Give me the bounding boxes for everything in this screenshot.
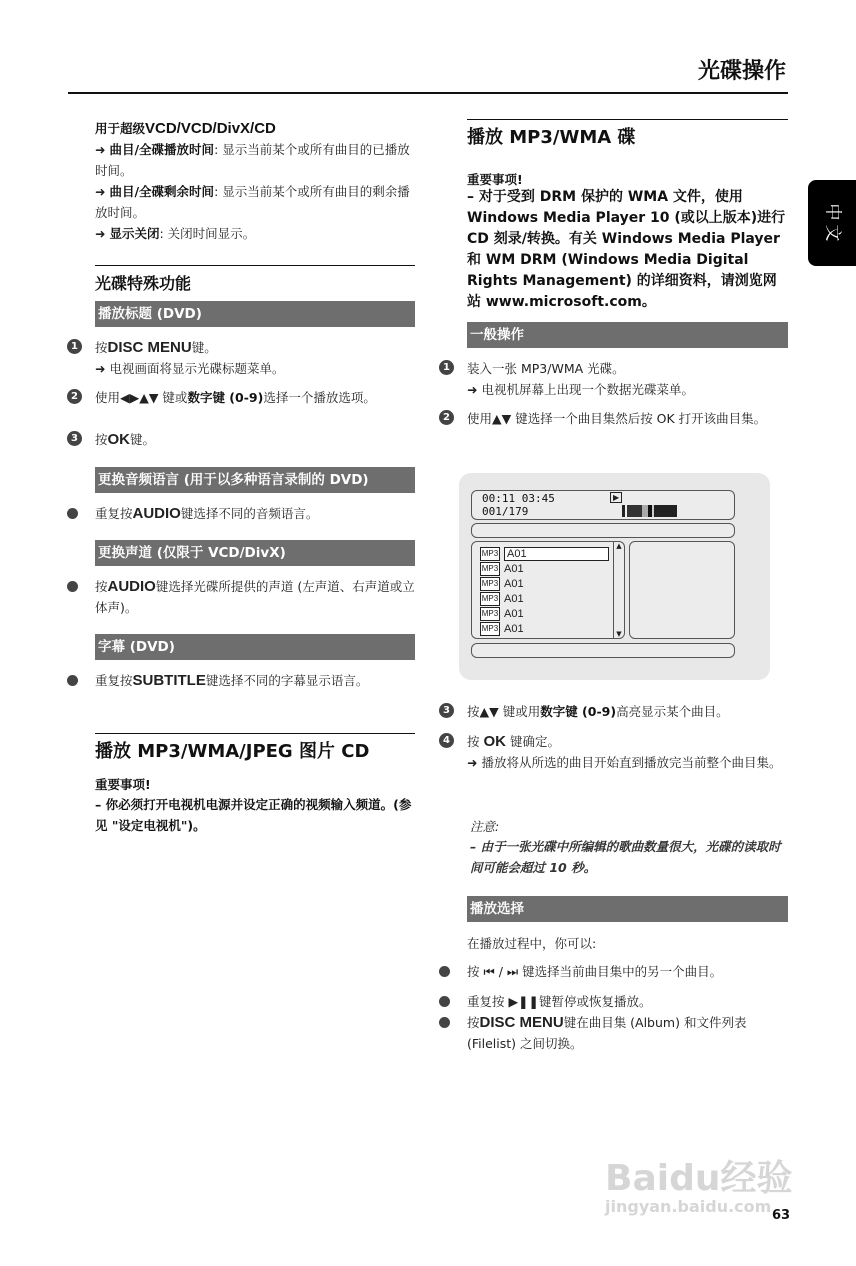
file-row[interactable]: [480, 576, 524, 591]
bullet-icon: [439, 1017, 450, 1028]
special-heading: 光碟特殊功能: [95, 274, 192, 293]
bullet-item: [467, 1012, 788, 1054]
step-key: DISC MENU: [107, 339, 192, 356]
important-text: – 对于受到 DRM 保护的 WMA 文件，使用 Windows Media Player 10 (或以上版本)进行 CD 刻录/转换。有关 Windows Media Player 和 WM DRM (Windows Media Digital Rights Management) 的详细资料，请浏览网站 www.microsoft.com。: [467, 189, 786, 310]
item-text: 按: [95, 579, 108, 594]
bullet-item: [95, 503, 415, 524]
step-text: 使用◀▶▲▼ 键或: [95, 390, 188, 405]
bar-general: 一般操作: [467, 322, 788, 348]
note-title: 注意:: [470, 819, 500, 834]
scroll-up-icon[interactable]: ▲: [616, 542, 622, 550]
item-key: SUBTITLE: [132, 672, 206, 689]
arrow-icon: ➜: [95, 361, 106, 376]
step-text: 按: [95, 340, 108, 355]
header-rule: [68, 92, 788, 94]
step: [443, 358, 788, 400]
mp3-heading: 播放 MP3/WMA 碟: [467, 127, 636, 148]
watermark-logo: [605, 1150, 792, 1216]
music-file-icon: MP3: [480, 562, 500, 576]
important-label: 重要事项!: [467, 172, 523, 187]
step: [443, 408, 788, 429]
select-intro: 在播放过程中，你可以:: [467, 936, 597, 951]
bullet-icon: [439, 996, 450, 1007]
step-text: 使用▲▼ 键选择一个曲目集然后按 OK 打开该曲目集。: [467, 411, 767, 426]
step: [443, 701, 788, 722]
step-result: 播放将从所选的曲目开始直到播放完当前整个曲目集。: [481, 755, 782, 770]
page-number: 63: [772, 1208, 791, 1223]
scrollbar[interactable]: [613, 542, 624, 638]
vcd-item-text: : 显示当前某个或所有曲目的剩余播放时间。: [95, 184, 410, 220]
step: [71, 387, 415, 408]
vcd-item-text: : 关闭时间显示。: [159, 226, 256, 241]
bullet-item: [95, 576, 415, 618]
vcd-item: [95, 139, 415, 181]
music-file-icon: MP3: [480, 607, 500, 621]
watermark-text: Baidu经验: [605, 1158, 793, 1199]
status-box: [471, 490, 735, 520]
vcd-item-label: 曲目/全碟播放时间: [109, 142, 215, 157]
side-tab-label: 中文: [822, 203, 843, 246]
time-readout: 00:11 03:45: [482, 492, 555, 505]
arrow-icon: ➜: [95, 142, 106, 157]
file-list: [471, 541, 625, 639]
step-text: 按▲▼ 键或用: [467, 704, 541, 719]
music-file-icon: MP3: [480, 547, 500, 561]
step-number-icon: 3: [439, 703, 454, 718]
step-text: 按: [95, 432, 108, 447]
left-column: [95, 118, 415, 244]
scroll-down-icon[interactable]: ▼: [616, 630, 622, 638]
music-file-icon: MP3: [480, 592, 500, 606]
vcd-heading: [95, 118, 415, 139]
item-text: 键在曲目集 (Album) 和文件列表 (Filelist) 之间切换。: [467, 1015, 747, 1051]
bullet-icon: [439, 966, 450, 977]
step: [71, 337, 415, 379]
watermark-url: jingyan.baidu.com: [605, 1197, 772, 1216]
arrow-icon: ➜: [467, 755, 478, 770]
vcd-heading-bold: VCD/VCD/DivX/CD: [145, 120, 276, 137]
item-text: 重复按 ▶❚❚键暂停或恢复播放。: [467, 994, 652, 1009]
arrow-icon: ➜: [95, 184, 106, 199]
bar-select: 播放选择: [467, 896, 788, 922]
item-text: 重复按: [95, 673, 133, 688]
section-rule: [95, 733, 415, 734]
file-row[interactable]: [480, 546, 609, 561]
bar-title: 播放标题 (DVD): [95, 301, 415, 327]
step-text: 选择一个播放选项。: [263, 390, 376, 405]
step-key: OK: [107, 431, 131, 448]
play-icon: ▶: [610, 492, 622, 503]
item-key: AUDIO: [107, 578, 156, 595]
vcd-item-text: : 显示当前某个或所有曲目的已播放时间。: [95, 142, 410, 178]
step-key: 数字键 (0-9): [187, 390, 264, 405]
step: [443, 731, 788, 773]
step-number-icon: 1: [439, 360, 454, 375]
item-key: DISC MENU: [479, 1014, 564, 1031]
step-number-icon: 2: [67, 389, 82, 404]
step-key: OK: [483, 733, 506, 750]
arrow-icon: ➜: [95, 226, 106, 241]
step-text: 键。: [191, 340, 217, 355]
preview-box: [629, 541, 735, 639]
step-text: 装入一张 MP3/WMA 光碟。: [467, 361, 625, 376]
file-row[interactable]: [480, 621, 524, 636]
step-number-icon: 2: [439, 410, 454, 425]
file-name: A01: [504, 592, 524, 605]
music-file-icon: MP3: [480, 622, 500, 636]
disc-menu-screen: [459, 473, 770, 680]
item-text: 重复按: [95, 506, 133, 521]
file-name: A01: [504, 607, 524, 620]
item-text: 键选择不同的字幕显示语言。: [205, 673, 369, 688]
file-name: A01: [504, 562, 524, 575]
step-text: 键。: [130, 432, 156, 447]
vcd-item-label: 显示关闭: [109, 226, 160, 241]
step-number-icon: 4: [439, 733, 454, 748]
file-row[interactable]: [480, 606, 524, 621]
file-name: A01: [504, 577, 524, 590]
arrow-icon: ➜: [467, 382, 478, 397]
step-text: 高亮显示某个曲目。: [616, 704, 729, 719]
music-file-icon: MP3: [480, 577, 500, 591]
step-number-icon: 1: [67, 339, 82, 354]
bullet-icon: [67, 581, 78, 592]
section-rule: [467, 119, 788, 120]
bullet-item: [467, 991, 788, 1012]
vcd-item: [95, 181, 415, 223]
track-readout: 001/179: [482, 505, 529, 518]
vcd-item: [95, 223, 415, 244]
bar-subtitle: 字幕 (DVD): [95, 634, 415, 660]
step-result: 电视机屏幕上出现一个数据光碟菜单。: [481, 382, 694, 397]
bottom-box: [471, 643, 735, 658]
vcd-item-label: 曲目/全碟剩余时间: [109, 184, 215, 199]
file-name: A01: [504, 547, 609, 561]
important-label: 重要事项!: [95, 777, 151, 792]
bullet-icon: [67, 675, 78, 686]
item-text: 按 ⏮ / ⏭ 键选择当前曲目集中的另一个曲目。: [467, 964, 723, 979]
section-rule: [95, 265, 415, 266]
step-text: 键确定。: [505, 734, 560, 749]
step: [71, 429, 415, 450]
bullet-icon: [67, 508, 78, 519]
bar-audio: 更换音频语言 (用于以多种语言录制的 DVD): [95, 467, 415, 493]
important-text: – 你必须打开电视机电源并设定正确的视频输入频道。(参见 "设定电视机")。: [95, 797, 412, 833]
bullet-item: [95, 670, 395, 691]
step-result: 电视画面将显示光碟标题菜单。: [109, 361, 285, 376]
file-row[interactable]: [480, 591, 524, 606]
info-box: [471, 523, 735, 538]
side-language-tab[interactable]: [808, 180, 856, 266]
item-key: AUDIO: [132, 505, 181, 522]
page-title: 光碟操作: [697, 59, 786, 84]
step-key: 数字键 (0-9): [540, 704, 617, 719]
note-text: – 由于一张光碟中所编辑的歌曲数量很大，光碟的读取时间可能会超过 10 秒。: [470, 839, 781, 875]
step-text: 按: [467, 734, 484, 749]
file-name: A01: [504, 622, 524, 635]
cd-heading: 播放 MP3/WMA/JPEG 图片 CD: [95, 741, 370, 762]
bullet-item: [467, 961, 788, 982]
file-row[interactable]: [480, 561, 524, 576]
step-number-icon: 3: [67, 431, 82, 446]
level-meter-icon: [622, 505, 677, 517]
item-text: 键选择光碟所提供的声道 (左声道、右声道或立体声)。: [95, 579, 415, 615]
item-text: 按: [467, 1015, 480, 1030]
vcd-heading-pre: 用于超级: [95, 121, 146, 136]
item-text: 键选择不同的音频语言。: [180, 506, 319, 521]
bar-channel: 更换声道 (仅限于 VCD/DivX): [95, 540, 415, 566]
